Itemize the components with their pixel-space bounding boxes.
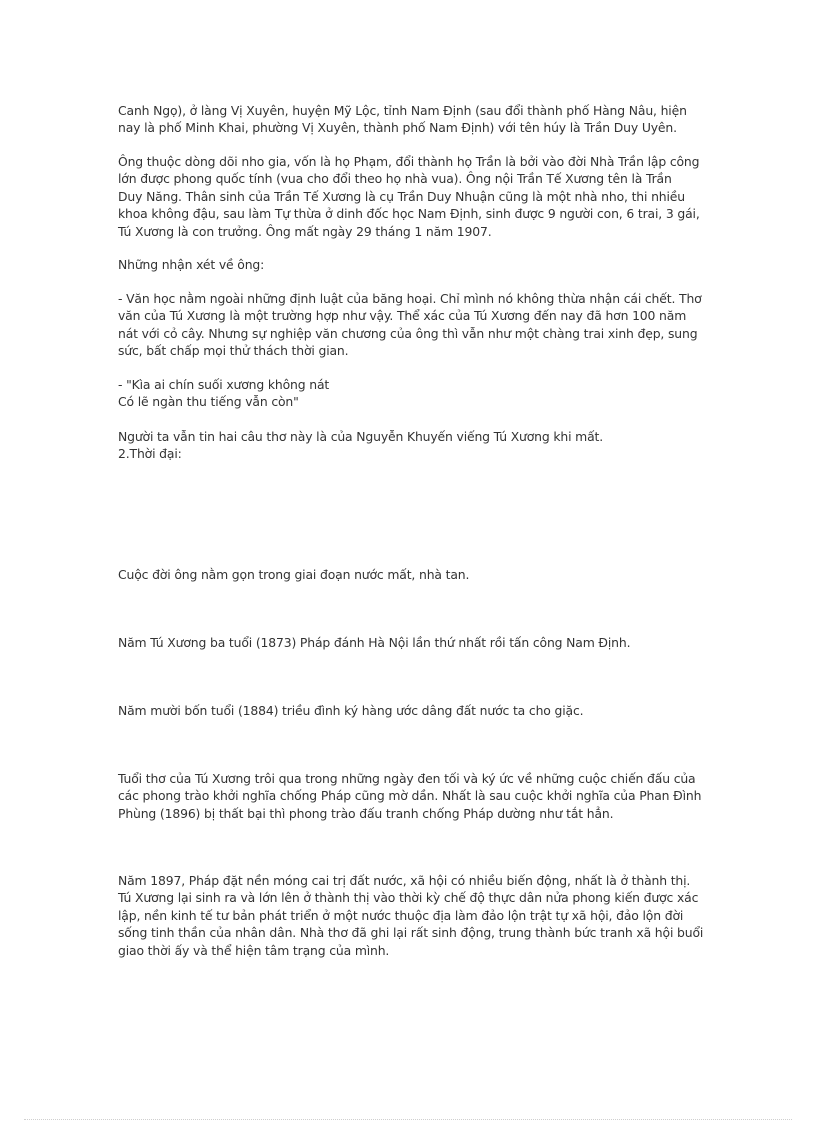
text-line: các phong trào khởi nghĩa chống Pháp cũng mờ dần. Nhất là sau cuộc khởi nghĩa của Phan Đình [118,788,702,804]
text-line: Tú Xương lại sinh ra và lớn lên ở thành thị vào thời kỳ chế độ thực dân nửa phong kiến được xác [118,890,699,906]
text-line: giao thời ấy và thể hiện tâm trạng của mình. [118,942,390,958]
text-line: khoa không đậu, sau làm Tự thừa ở dinh đốc học Nam Định, sinh được 9 người con, 6 trai, 3 gái, [118,206,700,222]
text-line: Tuổi thơ của Tú Xương trôi qua trong những ngày đen tối và ký ức về những cuộc chiến đấu của [118,771,696,786]
section-heading-era: 2.Thời đại: [118,446,182,462]
text-line: lập, nền kinh tế tư bản phát triển ở một nước thuộc địa làm đảo lộn trật tự xã hội, đảo lộn đời [118,907,684,923]
paragraph-1897 [118,872,704,959]
paragraph-1884 [118,702,698,719]
text-line: Canh Ngọ), ở làng Vị Xuyên, huyện Mỹ Lộc, tỉnh Nam Định (sau đổi thành phố Hàng Nâu, hiện [118,103,687,118]
paragraph-poem-quote [118,376,698,411]
text-line: Tú Xương là con trưởng. Ông mất ngày 29 tháng 1 năm 1907. [118,223,492,239]
text-line: Những nhận xét về ông: [118,257,265,272]
paragraph-family [118,153,698,240]
text-line: lớn được phong quốc tính (vua cho đổi theo họ nhà vua). Ông nội Trần Tế Xương tên là Trần [118,171,672,187]
page-bottom-divider [24,1119,792,1120]
text-line: - "Kìa ai chín suối xương không nát [118,377,330,392]
paragraph-poem-attribution [118,428,698,463]
paragraph-era-summary [118,566,698,583]
text-line: - Văn học nằm ngoài những định luật của băng hoại. Chỉ mình nó không thừa nhận cái chết. Thơ [118,291,702,306]
paragraph-childhood [118,770,702,822]
paragraph-birthplace [118,102,698,137]
text-line: Năm Tú Xương ba tuổi (1873) Pháp đánh Hà Nội lần thứ nhất rồi tấn công Nam Định. [118,635,631,650]
text-line: Năm 1897, Pháp đặt nền móng cai trị đất nước, xã hội có nhiều biến động, nhất là ở thành thị. [118,873,691,888]
paragraph-1873 [118,634,698,651]
text-line: văn của Tú Xương là một trường hợp như vậy. Thể xác của Tú Xương đến nay đã hơn 100 năm [118,308,687,324]
text-line: Năm mười bốn tuổi (1884) triều đình ký hàng ước dâng đất nước ta cho giặc. [118,703,584,718]
paragraph-remarks-heading [118,256,698,273]
text-line: Duy Năng. Thân sinh của Trần Tế Xương là cụ Trần Duy Nhuận cũng là một nhà nho, thi nhiều [118,188,685,204]
text-line: nay là phố Minh Khai, phường Vị Xuyên, thành phố Nam Định) với tên húy là Trần Duy Uyên. [118,120,677,136]
text-line: Cuộc đời ông nằm gọn trong giai đoạn nước mất, nhà tan. [118,567,470,582]
text-line: sống tinh thần của nhân dân. Nhà thơ đã ghi lại rất sinh động, trung thành bức tranh xã hội buổi [118,925,704,941]
text-line: nát với cỏ cây. Nhưng sự nghiệp văn chương của ông thì vẫn như một chàng trai xinh đẹp, sung [118,325,698,341]
paragraph-remark-literature [118,290,702,360]
text-line: Người ta vẫn tin hai câu thơ này là của Nguyễn Khuyến viếng Tú Xương khi mất. [118,429,604,444]
text-line: Phùng (1896) bị thất bại thì phong trào đấu tranh chống Pháp dường như tắt hẳn. [118,805,614,821]
text-line: Ông thuộc dòng dõi nho gia, vốn là họ Phạm, đổi thành họ Trần là bởi vào đời Nhà Trần lập công [118,154,700,169]
text-line: Có lẽ ngàn thu tiếng vẫn còn" [118,394,299,410]
text-line: sức, bất chấp mọi thử thách thời gian. [118,343,349,359]
